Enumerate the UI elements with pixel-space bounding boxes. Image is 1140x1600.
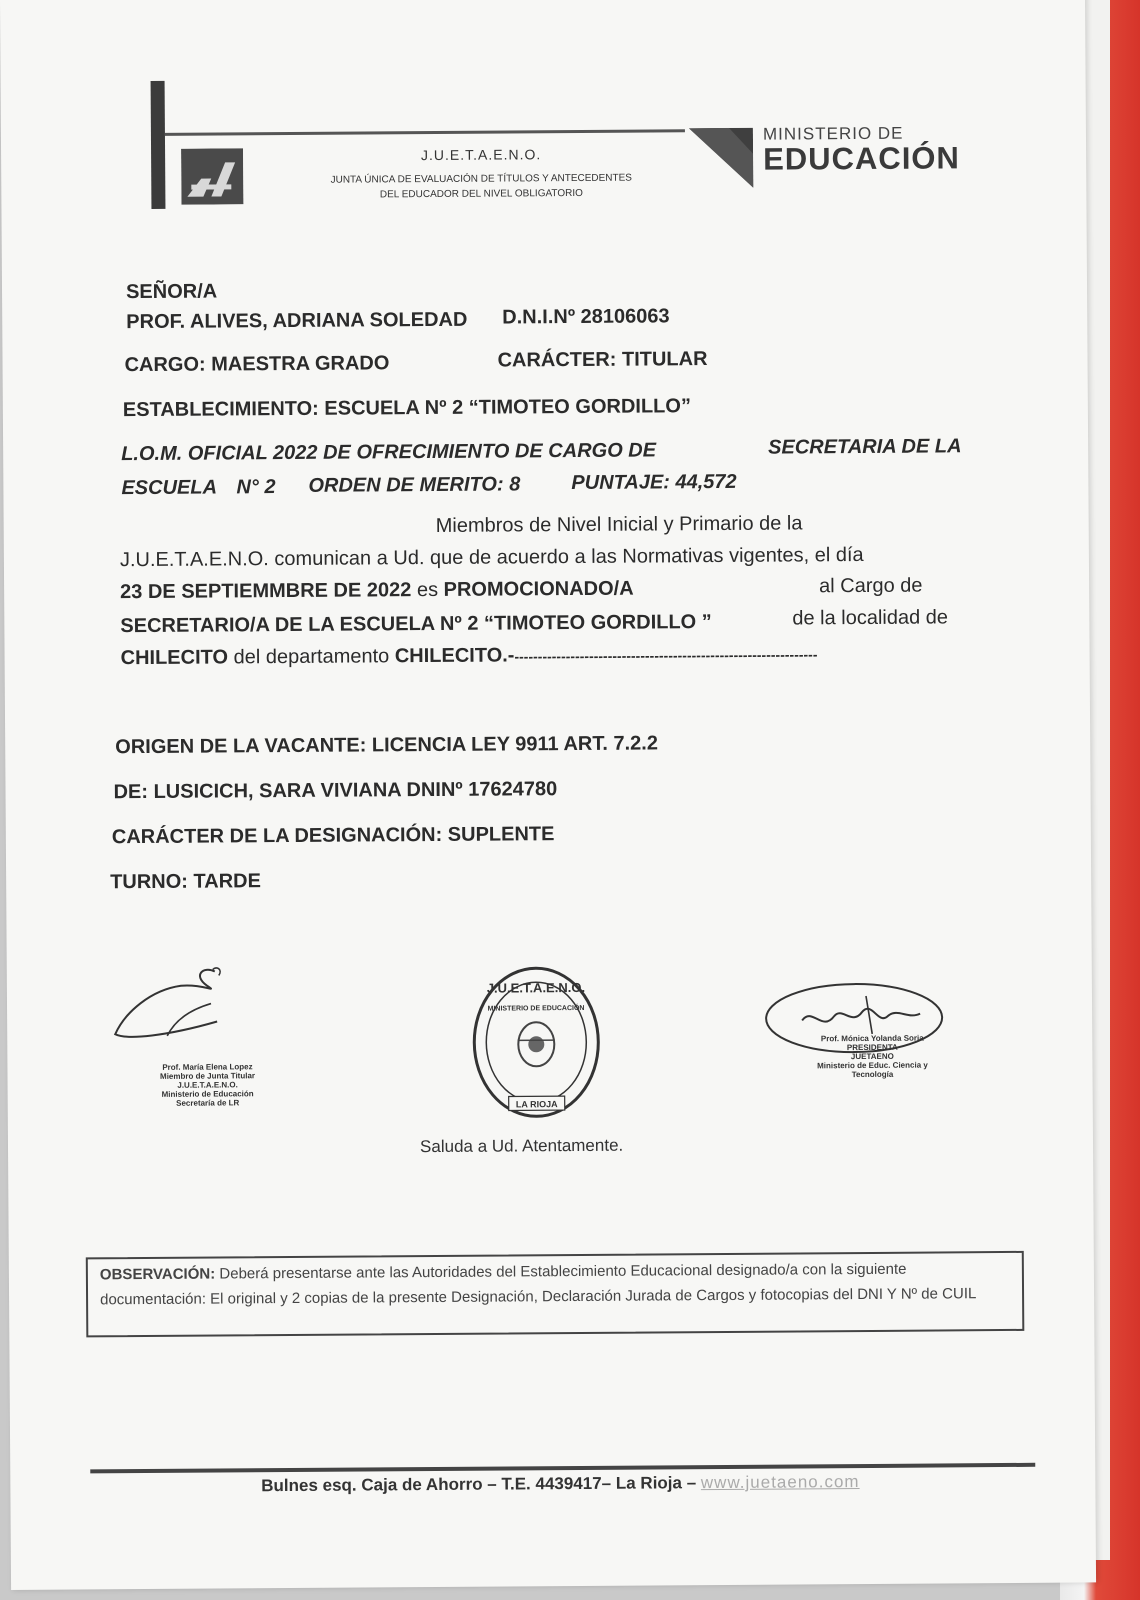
body-line-3-end: al Cargo de [819, 574, 923, 598]
body-departamento: CHILECITO.- [394, 644, 515, 668]
body-promocionado: PROMOCIONADO/A [443, 577, 634, 601]
ministry-label: MINISTERIO DE [762, 123, 904, 144]
salutation: SEÑOR/A [125, 280, 218, 304]
lom-escuela: ESCUELA [121, 476, 218, 500]
left-sig-line: Miembro de Junta Titular [159, 1071, 256, 1081]
cargo-field: CARGO: MAESTRA GRADO [124, 352, 390, 377]
de-field: DE: LUSICICH, SARA VIVIANA DNINº 17624780 [113, 778, 558, 804]
stamp-top-text: J.U.E.T.A.E.N.O. [486, 979, 586, 996]
body-dash-fill: ----------------------------------------------------------------- [514, 646, 818, 665]
body-line-1: Miembros de Nivel Inicial y Primario de la [435, 512, 803, 537]
caracter-field: CARÁCTER: TITULAR [497, 348, 708, 372]
observation-label: OBSERVACIÓN: [99, 1265, 216, 1284]
lom-line-1-end: SECRETARIA DE LA [768, 435, 962, 459]
body-line-2: J.U.E.T.A.E.N.O. comunican a Ud. que de acuerdo a las Normativas vigentes, el día [119, 543, 864, 572]
footer-address: Bulnes esq. Caja de Ahorro – T.E. 4439417– La Rioja – [261, 1473, 701, 1496]
left-sig-line: Prof. María Elena Lopez [162, 1062, 253, 1072]
lom-number: N° 2 [236, 476, 276, 499]
official-stamp-icon [470, 964, 603, 1121]
left-signature-caption [137, 1062, 277, 1108]
stamp-ring-text: MINISTERIO DE EDUCACIÓN [487, 1004, 585, 1013]
observation-box [86, 1251, 1025, 1338]
ministry-title: EDUCACIÓN [763, 140, 960, 177]
footer-url: www.juetaeno.com [700, 1472, 860, 1493]
ministry-mark-icon [689, 128, 753, 188]
recipient-dni: D.N.I.Nº 28106063 [502, 305, 670, 329]
lom-puntaje: PUNTAJE: 44,572 [571, 470, 737, 495]
header-subtitle-line1: JUNTA ÚNICA DE EVALUACIÓN DE TÍTULOS Y ANTECEDENTES [330, 172, 632, 186]
body-departamento-label: del departamento [227, 645, 395, 669]
lom-line-1: L.O.M. OFICIAL 2022 DE OFRECIMIENTO DE CARGO DE [121, 439, 657, 466]
body-line-3 [120, 578, 634, 605]
header-acronym: J.U.E.T.A.E.N.O. [420, 146, 542, 164]
turno-field: TURNO: TARDE [110, 870, 261, 894]
body-localidad: CHILECITO [120, 646, 229, 670]
header-subtitle [291, 170, 671, 203]
closing-text: Saluda a Ud. Atentamente. [419, 1135, 624, 1157]
body-line-4-end: de la localidad de [792, 606, 949, 630]
caracter-designacion: CARÁCTER DE LA DESIGNACIÓN: SUPLENTE [111, 823, 555, 849]
body-date: 23 DE SEPTIEMMBRE DE 2022 [120, 579, 412, 604]
left-sig-line: J.U.E.T.A.E.N.O. [177, 1080, 238, 1090]
observation-text: Deberá presentarse ante las Autoridades del Establecimiento Educacional designado/a con la siguiente documentación: El original y 2 copias de la presente Designación, Declaración Jurada de Cargos y fotocopias del DNI Y Nº de CUIL [100, 1260, 977, 1309]
header-rule [165, 129, 685, 136]
juetaeno-logo-icon [181, 148, 243, 204]
right-sig-line: Ministerio de Educ. Ciencia y Tecnología [817, 1060, 928, 1080]
right-sig-line: PRESIDENTA [846, 1042, 898, 1053]
right-signature-caption [797, 1033, 947, 1079]
lom-orden: ORDEN DE MERITO: 8 [308, 473, 521, 497]
body-es: es [411, 578, 444, 602]
left-sig-line: Ministerio de Educación [161, 1089, 254, 1099]
header-vertical-bar [151, 81, 166, 209]
left-signature-icon [107, 963, 238, 1054]
body-line-5 [121, 642, 818, 670]
header-subtitle-line2: DEL EDUCADOR DEL NIVEL OBLIGATORIO [379, 187, 583, 201]
body-line-4: SECRETARIO/A DE LA ESCUELA Nº 2 “TIMOTEO GORDILLO ” [120, 611, 712, 638]
footer [10, 1470, 1110, 1498]
left-sig-line: Secretaría de LR [176, 1098, 240, 1108]
recipient-name: PROF. ALIVES, ADRIANA SOLEDAD [126, 308, 468, 334]
origen-vacante: ORIGEN DE LA VACANTE: LICENCIA LEY 9911 ART. 7.2.2 [115, 732, 659, 759]
right-sig-line: Prof. Mónica Yolanda Soria [820, 1033, 924, 1044]
right-sig-line: JUETAENO [850, 1051, 894, 1062]
stamp-bottom-text: LA RIOJA [515, 1099, 558, 1110]
establecimiento-field: ESTABLECIMIENTO: ESCUELA Nº 2 “TIMOTEO GORDILLO” [122, 395, 691, 422]
